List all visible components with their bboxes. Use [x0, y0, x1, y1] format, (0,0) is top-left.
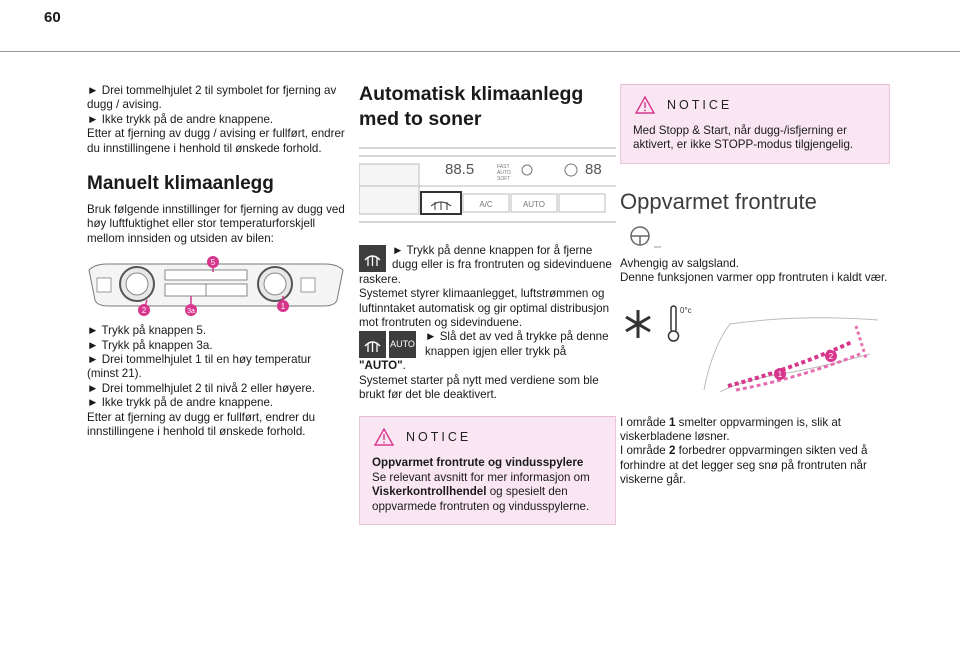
intro-step-1: ► Drei tommelhjulet 2 til symbolet for fjerning av dugg / avising.	[87, 84, 337, 112]
panel-display-left: 88.5	[445, 161, 475, 178]
notice-head	[360, 416, 615, 450]
zone-label-2: 2	[828, 351, 834, 361]
column-1	[87, 84, 345, 440]
manual-step-5: ► Ikke trykk på de andre knappene.	[87, 396, 274, 410]
notice-body-2: Med Stopp & Start, når dugg-/isfjerning er aktivert, er ikke STOPP-modus tilgjengelig.	[633, 124, 854, 152]
zone-1-text-c: smelter oppvarmingen is, slik at viskerbladene løsner.	[620, 415, 842, 444]
panel-display-right: 88	[585, 161, 602, 178]
panel-auto-small: AUTO	[497, 170, 511, 176]
notice-head-2	[621, 84, 889, 118]
panel-ac-label: A/C	[479, 200, 493, 209]
zone-1-para	[620, 416, 890, 445]
panel-auto-label: AUTO	[522, 200, 546, 209]
notice-bold: Oppvarmet frontrute og vindusspylere	[372, 456, 584, 470]
label-3a: 3a	[187, 308, 195, 316]
thermometer-icon	[669, 306, 679, 341]
notice-text2: og spesielt den oppvarmede frontruten og vindusspylerne.	[372, 485, 590, 513]
function-para: Denne funksjonen varmer opp frontruten i kaldt vær.	[620, 271, 888, 285]
zone-2-text-c: forbedrer oppvarmingen sikten ved å forhindre at det legger seg snø på frontruten når viskerne går.	[620, 444, 868, 487]
zone-1-text-a: I område	[620, 415, 669, 429]
notice-text1: Se relevant avsnitt for mer informasjon om	[372, 470, 590, 484]
temp-label: 0°c	[680, 305, 692, 315]
manual-lead: Bruk følgende innstillinger for fjerning av dugg ved høy luftfuktighet eller stor temperaturforskjell mellom innsiden og utsiden av bilen:	[87, 203, 345, 245]
column-2	[359, 82, 616, 525]
zone-label-1: 1	[777, 369, 783, 379]
switch-off-text: ► Slå det av ved å trykke på denne knappen igjen eller trykk på	[425, 330, 609, 358]
switch-off-para	[359, 330, 616, 373]
system-para: Systemet styrer klimaanlegget, luftstrømmen og luftinntaket automatisk og gir optimal distribusjon mot frontruten og sidevinduene.	[359, 287, 610, 330]
automatic-panel-figure	[359, 144, 616, 234]
defrost-icon-small	[359, 331, 386, 358]
auto-icon: AUTO	[389, 331, 416, 358]
auto-quote: "AUTO"	[359, 359, 403, 373]
heading-automatic-line1: Automatisk klimaanlegg	[359, 83, 584, 105]
zone-1-num: 1	[668, 415, 676, 429]
panel-fast: FAST	[497, 164, 510, 170]
manual-step-4: ► Drei tommelhjulet 2 til nivå 2 eller høyere.	[87, 381, 315, 395]
heated-windscreen-icon	[620, 225, 662, 251]
zone-2-para	[620, 444, 890, 487]
heading-manual: Manuelt klimaanlegg	[87, 173, 274, 195]
manual-step-1: ► Trykk på knappen 5.	[87, 324, 207, 338]
intro-step-2: ► Ikke trykk på de andre knappene.	[87, 112, 274, 126]
notice-box-washers	[359, 416, 616, 525]
manual-note: Etter at fjerning av dugg er fullført, endrer du innstillingene i henhold til ønskede forhold.	[87, 410, 316, 439]
snowflake-icon	[626, 310, 650, 338]
windscreen-figure	[620, 298, 890, 404]
top-rule	[0, 51, 960, 52]
restart-para: Systemet starter på nytt med verdiene som ble brukt før det ble deaktivert.	[359, 373, 599, 402]
label-1: 1	[280, 302, 286, 312]
warning-icon	[374, 428, 394, 446]
defrost-para-text: ► Trykk på denne knappen for å fjerne dugg eller is fra frontruten og sidevinduene raskere.	[359, 244, 612, 286]
defrost-icon	[359, 245, 386, 272]
switch-off-icons	[359, 331, 419, 358]
intro-note: Etter at fjerning av dugg / avising er fullført, endrer du innstillingene i henhold til ønskede forhold.	[87, 127, 345, 155]
notice-title: NOTICE	[406, 430, 472, 445]
zone-2-text-a: I område	[620, 444, 669, 458]
page-number: 60	[44, 9, 61, 26]
manual-step-2: ► Trykk på knappen 3a.	[87, 338, 213, 352]
heading-automatic-line2: med to soner	[359, 108, 482, 130]
label-2: 2	[141, 306, 147, 316]
label-5: 5	[210, 258, 216, 268]
defrost-para	[359, 244, 616, 287]
warning-icon	[635, 96, 655, 114]
notice-box-stop-start	[620, 84, 890, 164]
heading-automatic	[359, 82, 616, 132]
zone-2-num: 2	[668, 444, 676, 458]
notice-body	[360, 450, 615, 524]
manual-step-3: ► Drei tommelhjulet 1 til en høy temperatur (minst 21).	[87, 353, 312, 381]
heading-heated-windscreen: Oppvarmet frontrute	[620, 188, 817, 214]
manual-panel-figure	[87, 256, 345, 318]
availability-para: Avhengig av salgsland.	[620, 256, 740, 270]
switch-off-period: .	[402, 359, 406, 373]
column-3	[620, 84, 890, 488]
notice-title-2: NOTICE	[667, 97, 733, 112]
panel-soft: SOFT	[497, 176, 511, 182]
notice-text-bold: Viskerkontrollhendel	[372, 485, 487, 499]
